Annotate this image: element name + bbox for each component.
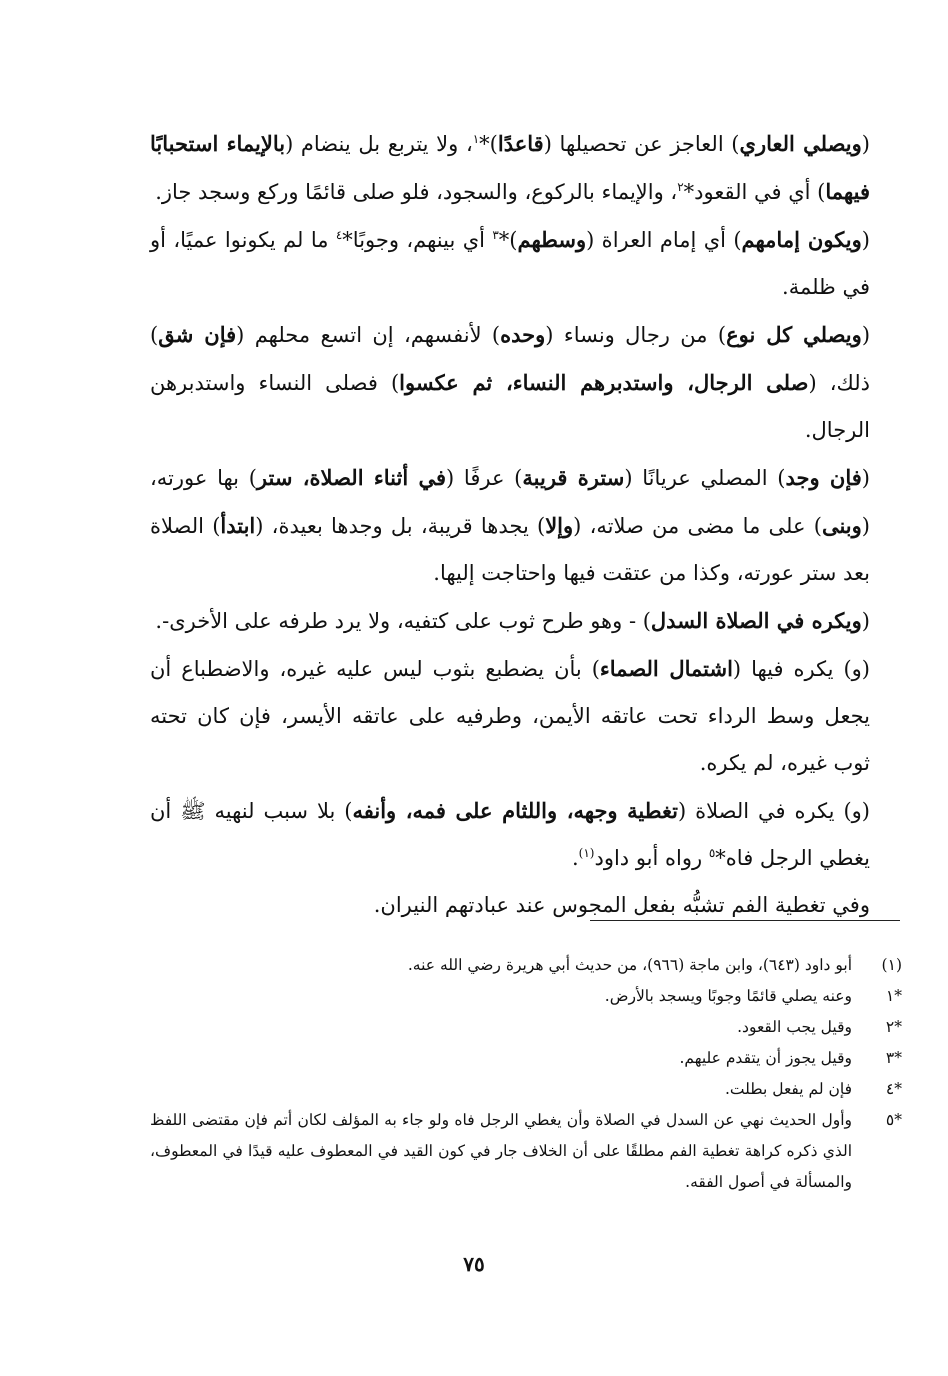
text-run: ) المصلي عريانًا ( (624, 466, 786, 490)
bold-text: فإن شق (158, 322, 237, 347)
text-run: ) العاجز عن تحصيلها ( (543, 132, 740, 156)
bold-text: بالإيماء استحبابًا فيهما (150, 131, 870, 204)
text-run: ( (861, 466, 870, 490)
bold-text: ويصلي العاري (739, 131, 862, 156)
text-run: ) من رجال ونساء ( (545, 323, 727, 347)
text-run: ) على ما مضى من صلاته، ( (573, 514, 822, 538)
footnote (150, 981, 902, 1012)
paragraph (150, 120, 900, 216)
footnote-text: وعنه يصلي قائمًا وجوبًا ويسجد بالأرض. (604, 987, 852, 1005)
bold-text: وسطهم (517, 227, 587, 252)
text-run: ( (861, 323, 871, 347)
footnote-text: وأول الحديث نهي عن السدل في الصلاة وأن يغطي الرجل فاه ولو جاء به المؤلف لكان أتم فإن مقتضى اللفظ الذي ذكره كراهة تغطية الفم مطلقًا على أن الخلاف جار في كون القيد في المعطوف عليه قيدًا في المعطوف، والمسألة في أصول الفقه. (150, 1111, 852, 1191)
text-run: )* (479, 132, 498, 156)
bold-text: تغطية وجهه، واللثام على فمه، وأنفه (352, 798, 678, 823)
text-run: ) ذلك، ( (150, 323, 870, 395)
bold-text: وحده (500, 322, 546, 347)
footnote-reference: ٥ (708, 846, 716, 860)
text-run: رواه أبو داود (594, 846, 709, 870)
footnote-text: فإن لم يفعل بطلت. (724, 1080, 852, 1098)
footnote-reference: (١) (578, 846, 595, 860)
text-run: أي بينهم، وجوبًا* (342, 228, 493, 252)
text-run: ما لم يكونوا عميًا، أو في ظلمة. (150, 228, 870, 299)
bold-text: اشتمال الصماء (599, 656, 733, 681)
footnote-marker: *٤ (885, 1080, 902, 1098)
text-run: ) - وهو طرح ثوب على كتفيه، ولا يرد طرفه على الأخرى-. (155, 609, 651, 633)
text-run: ( (861, 609, 870, 633)
text-run: ) أي إمام العراة ( (586, 228, 742, 252)
footnote-marker: *١ (885, 987, 902, 1005)
footnote-reference: ٤ (335, 228, 343, 242)
bold-text: فإن وجد (785, 465, 862, 490)
text-run: ) فصلى النساء واستدبرهن الرجال. (150, 371, 870, 442)
text-run: )* (498, 228, 518, 252)
text-run: ، والإيماء بالركوع، والسجود، فلو صلى قائمًا وركع وسجد جاز. (155, 180, 678, 204)
text-run: ) بها عورته، ( (150, 466, 870, 538)
text-run: . (571, 846, 579, 870)
footnote (150, 1012, 902, 1043)
bold-text: في أثناء الصلاة، ستر (256, 465, 447, 490)
footnote (150, 950, 902, 981)
bold-text: ويصلي كل نوع (726, 322, 862, 347)
paragraph (150, 216, 900, 311)
paragraph (150, 454, 900, 597)
footnote-marker: (١) (881, 956, 902, 974)
text-run: ) يجدها قريبة، بل وجدها بعيدة، ( (255, 514, 546, 538)
text-run: ) بلا سبب لنهيه ﷺ أن يغطي الرجل فاه* (150, 799, 870, 870)
text-run: ) لأنفسهم، إن اتسع محلهم ( (236, 323, 501, 347)
bold-text: وبنى (821, 513, 862, 538)
footnote (150, 1105, 902, 1198)
footnote-marker: *٢ (885, 1018, 902, 1036)
footnote-text: وقيل يجب القعود. (737, 1018, 852, 1036)
text-run: ، ولا يتربع بل ينضام ( (285, 132, 473, 156)
footnote-text: أبو داود (٦٤٣)، وابن ماجة (٩٦٦)، من حديث أبي هريرة رضي الله عنه. (407, 956, 852, 974)
footnote-separator (590, 920, 900, 921)
footnote-reference: ٢ (677, 180, 684, 194)
text-run: ) أي في القعود* (683, 180, 826, 204)
footnote-reference: ١ (472, 132, 480, 146)
footnote-reference: ٣ (492, 228, 499, 242)
paragraph (150, 597, 900, 645)
paragraph (150, 645, 900, 787)
paragraph (150, 311, 900, 454)
bold-text: سترة قريبة (522, 465, 625, 490)
text-run: ) الصلاة بعد ستر عورته، وكذا من عتقت فيها واحتاجت إليها. (150, 514, 870, 585)
footnote-marker: *٣ (885, 1049, 902, 1067)
paragraph (150, 787, 900, 882)
page-number: ٧٥ (463, 1252, 485, 1276)
bold-text: ابتدأ (220, 513, 256, 538)
text-run: ) عرفًا ( (446, 466, 523, 490)
footnotes (150, 950, 902, 1198)
text-run: ( (861, 228, 870, 252)
footnote (150, 1043, 902, 1074)
main-text (150, 120, 900, 929)
text-run: (و) يكره في الصلاة ( (677, 799, 870, 823)
bold-text: ويكره في الصلاة السدل (650, 608, 862, 633)
paragraph (150, 882, 900, 929)
text-run: وفي تغطية الفم تشبُّه بفعل المجوس عند عبادتهم النيران. (373, 893, 870, 917)
text-run: ) بأن يضطبع بثوب ليس عليه غيره، والاضطباع أن يجعل وسط الرداء تحت عاتقه الأيمن، وطرفيه على عاتقه الأيسر، فإن كان تحته ثوب غيره، لم يكره. (150, 657, 870, 775)
footnote (150, 1074, 902, 1105)
bold-text: صلى الرجال، واستدبرهم النساء، ثم عكسوا (399, 370, 809, 395)
text-run: (و) يكره فيها ( (732, 657, 870, 681)
bold-text: ويكون إمامهم (741, 227, 862, 252)
footnote-marker: *٥ (885, 1111, 902, 1129)
footnote-text: وقيل يجوز أن يتقدم عليهم. (679, 1049, 852, 1067)
text-run: ( (861, 132, 870, 156)
bold-text: قاعدًا (497, 131, 544, 156)
bold-text: وإلا (545, 513, 574, 538)
